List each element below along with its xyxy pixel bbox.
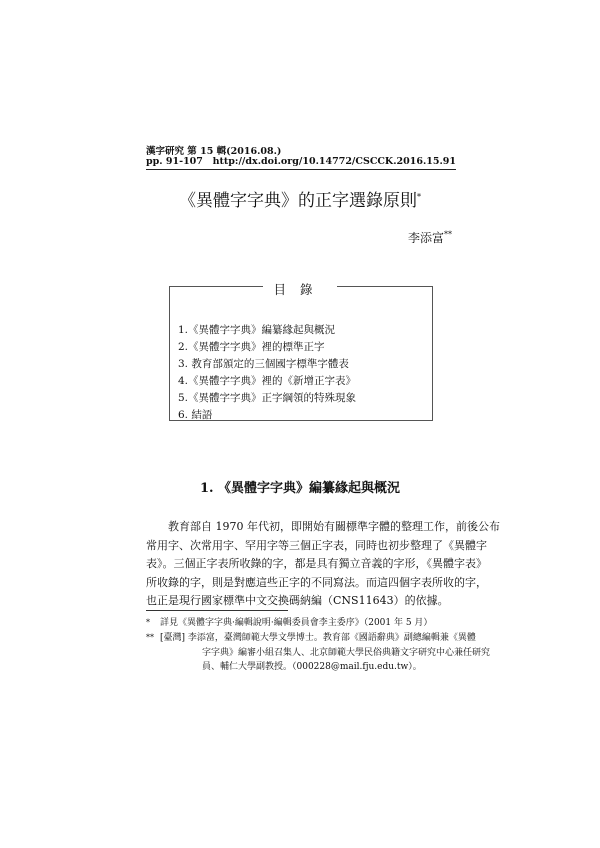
journal-info: 漢字研究 第 15 輯(2016.08.) bbox=[146, 146, 282, 157]
body-line: 常用字、次常用字、罕用字等三個正字表，同時也初步整理了《異體字 bbox=[146, 538, 487, 552]
footnote-2 bbox=[146, 631, 490, 675]
footnote-line: 字字典》編審小組召集人、北京師範大學民俗典籍文字研究中心兼任研究 bbox=[202, 647, 491, 658]
article-title-text: 《異體字字典》的正字選錄原則 bbox=[179, 191, 417, 211]
page-range: pp. 91-107 bbox=[146, 156, 203, 167]
body-line: 表》。三個正字表所收錄的字，都是具有獨立音義的字形，《異體字表》 bbox=[146, 557, 487, 571]
author-name: 李添富 bbox=[407, 231, 444, 245]
footnote-1 bbox=[146, 616, 432, 631]
article-title bbox=[0, 186, 600, 211]
toc-item[interactable]: 1.《異體字字典》編纂緣起與概況 bbox=[178, 324, 336, 336]
title-footnote-mark: * bbox=[417, 192, 421, 202]
footnote-mark: ** bbox=[146, 633, 154, 642]
section-1-title: 1. 《異體字字典》編纂緣起與概況 bbox=[199, 481, 401, 496]
footnote-rule bbox=[146, 610, 288, 611]
body-line: 也正是現行國家標準中文交換碼納編（CNS11643）的依據。 bbox=[146, 594, 449, 608]
body-line: 所收錄的字，則是對應這些正字的不同寫法。而這四個字表所收的字， bbox=[146, 575, 487, 589]
toc-item[interactable]: 5.《異體字字典》正字綱領的特殊現象 bbox=[178, 392, 357, 404]
footnote-mark: * bbox=[146, 618, 150, 627]
footnote-line: [臺灣] 李添富，臺灣師範大學文學博士。教育部《國語辭典》副總編輯兼《異體 bbox=[160, 633, 476, 643]
author-footnote-mark: ** bbox=[444, 230, 452, 239]
footnote-line: 員、輔仁大學副教授。（000228@mail.fju.edu.tw）。 bbox=[202, 662, 422, 672]
doi-link[interactable]: http://dx.doi.org/10.14772/CSCCK.2016.15.91 bbox=[212, 156, 456, 167]
toc-heading bbox=[0, 279, 600, 298]
footnote-line: 詳見《異體字字典·編輯說明·編輯委員會李主委序》（2001 年 5 月） bbox=[160, 618, 433, 628]
toc-item[interactable]: 2.《異體字字典》裡的標準正字 bbox=[178, 341, 325, 353]
body-line: 教育部自 1970 年代初，即開始有關標準字體的整理工作，前後公布 bbox=[168, 520, 500, 533]
toc-item[interactable]: 4.《異體字字典》裡的《新增正字表》 bbox=[178, 375, 357, 387]
section-1-body bbox=[146, 518, 500, 611]
author bbox=[408, 229, 452, 246]
toc-heading-text: 目錄 bbox=[263, 282, 336, 297]
toc-list bbox=[178, 322, 356, 424]
toc-item[interactable]: 6. 結語 bbox=[178, 409, 213, 421]
toc-item[interactable]: 3. 教育部頒定的三個國字標準字體表 bbox=[178, 358, 349, 370]
header-rule bbox=[146, 169, 456, 170]
